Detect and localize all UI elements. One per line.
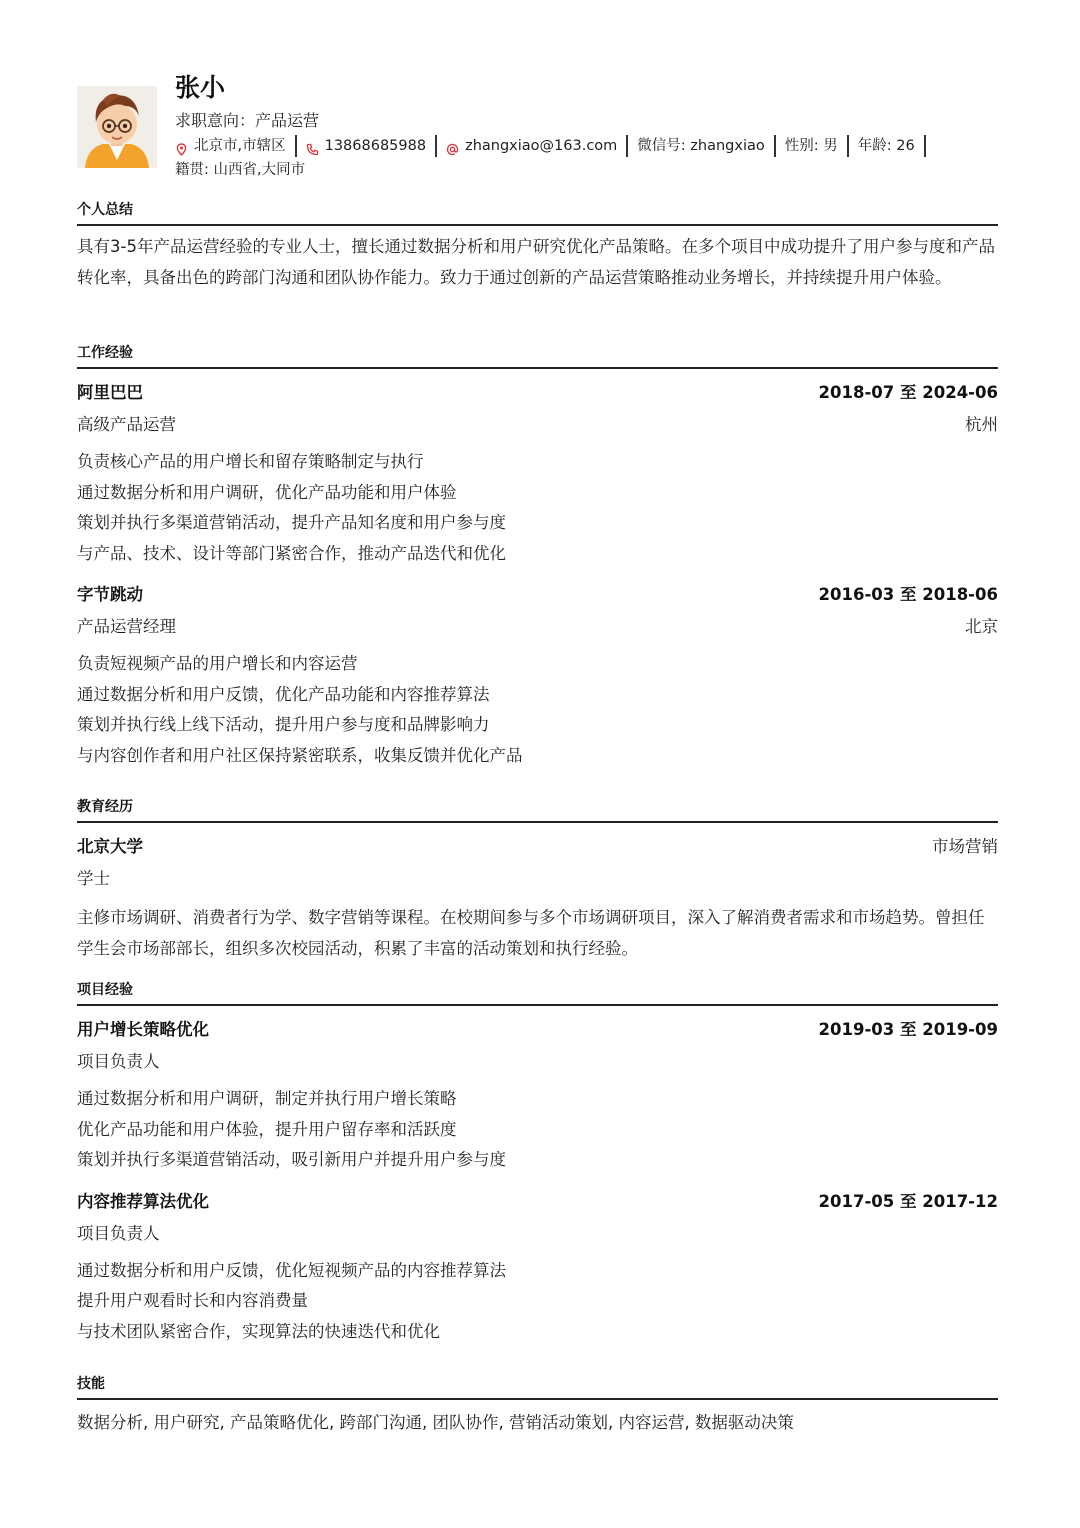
work-date: 2018-07 至 2024-06 [818, 383, 998, 402]
wechat-text: 微信号: zhangxiao [637, 138, 765, 154]
list-item: 与技术团队紧密合作，实现算法的快速迭代和优化 [77, 1321, 440, 1341]
project-name: 用户增长策略优化 [77, 1020, 209, 1039]
section-title: 工作经验 [77, 343, 998, 369]
list-item: 负责短视频产品的用户增长和内容运营 [77, 654, 358, 673]
list-item: 与产品、技术、设计等部门紧密合作，推动产品迭代和优化 [77, 543, 506, 563]
avatar [77, 86, 157, 168]
work-bullets [77, 447, 998, 569]
phone-text: 13868685988 [324, 138, 427, 154]
skills-text: 数据分析, 用户研究, 产品策略优化, 跨部门沟通, 团队协作, 营销活动策划, 内容运营, 数据驱动决策 [77, 1413, 794, 1432]
work-date: 2016-03 至 2018-06 [818, 585, 998, 604]
work-section [77, 343, 998, 771]
education-section [77, 797, 998, 964]
project-name: 内容推荐算法优化 [77, 1191, 209, 1211]
list-item: 通过数据分析和用户调研，制定并执行用户增长策略 [77, 1089, 457, 1108]
skills-section [77, 1374, 998, 1438]
education-text: 主修市场调研、消费者行为学、数字营销等课程。在校期间参与多个市场调研项目，深入了解消费者需求和市场趋势。曾担任学生会市场部部长，组织多次校园活动，积累了丰富的活动策划和执行经验。 [77, 908, 985, 958]
job-intent: 求职意向：产品运营 [175, 111, 320, 130]
project-bullets [77, 1256, 998, 1348]
work-entry [77, 579, 998, 771]
projects-section [77, 980, 998, 1347]
project-date: 2017-05 至 2017-12 [818, 1191, 998, 1211]
project-date: 2019-03 至 2019-09 [818, 1020, 998, 1039]
major: 市场营销 [932, 837, 998, 856]
work-bullets [77, 649, 998, 771]
job-position: 产品运营经理 [77, 617, 176, 636]
work-city: 杭州 [965, 415, 998, 434]
list-item: 与内容创作者和用户社区保持紧密联系，收集反馈并优化产品 [77, 745, 523, 765]
list-item: 通过数据分析和用户反馈，优化产品功能和内容推荐算法 [77, 684, 490, 704]
email-text: zhangxiao@163.com [465, 138, 618, 154]
contact-phone [306, 135, 437, 157]
age-text: 年龄: 26 [857, 138, 915, 154]
contact-wechat [637, 135, 775, 157]
resume-header [77, 70, 997, 182]
list-item: 优化产品功能和用户体验，提升用户留存率和活跃度 [77, 1119, 457, 1139]
project-entry [77, 1014, 998, 1176]
summary-text: 具有3-5年产品运营经验的专业人士，擅长通过数据分析和用户研究优化产品策略。在多个项目中成功提升了用户参与度和产品转化率，具备出色的跨部门沟通和团队协作能力。致力于通过创新的产品运营策略推动业务增长，并持续提升用户体验。 [77, 237, 995, 287]
list-item: 通过数据分析和用户调研，优化产品功能和用户体验 [77, 482, 457, 502]
education-entry [77, 831, 998, 964]
project-role: 项目负责人 [77, 1223, 160, 1243]
contact-age [858, 135, 926, 157]
gender-text: 性别: 男 [784, 138, 838, 154]
contact-email [446, 135, 628, 157]
list-item: 策划并执行线上线下活动，提升用户参与度和品牌影响力 [77, 715, 490, 734]
native-place: 籍贯: 山西省,大同市 [175, 162, 306, 178]
contact-row [175, 135, 997, 157]
project-role: 项目负责人 [77, 1052, 160, 1071]
phone-icon [306, 140, 319, 153]
degree: 学士 [77, 869, 110, 888]
contact-gender [785, 135, 849, 157]
company-name: 阿里巴巴 [77, 383, 143, 402]
project-bullets [77, 1084, 998, 1176]
location-pin-icon [175, 140, 188, 153]
work-city: 北京 [965, 617, 998, 636]
at-sign-icon [446, 140, 459, 153]
job-position: 高级产品运营 [77, 415, 176, 434]
section-title: 教育经历 [77, 797, 998, 823]
section-title: 个人总结 [77, 200, 998, 226]
school-name: 北京大学 [77, 837, 143, 856]
section-title: 技能 [77, 1374, 998, 1400]
contact-location [175, 135, 297, 157]
list-item: 策划并执行多渠道营销活动，提升产品知名度和用户参与度 [77, 513, 506, 532]
company-name: 字节跳动 [77, 585, 143, 604]
header-info [175, 70, 997, 181]
project-entry [77, 1186, 998, 1348]
summary-section [77, 200, 998, 293]
candidate-name: 张小 [175, 73, 226, 102]
list-item: 负责核心产品的用户增长和留存策略制定与执行 [77, 452, 424, 471]
list-item: 策划并执行多渠道营销活动，吸引新用户并提升用户参与度 [77, 1150, 506, 1169]
list-item: 提升用户观看时长和内容消费量 [77, 1291, 308, 1310]
list-item: 通过数据分析和用户反馈，优化短视频产品的内容推荐算法 [77, 1260, 506, 1280]
section-title: 项目经验 [77, 980, 998, 1006]
location-text: 北京市,市辖区 [194, 138, 286, 154]
work-entry [77, 377, 998, 569]
